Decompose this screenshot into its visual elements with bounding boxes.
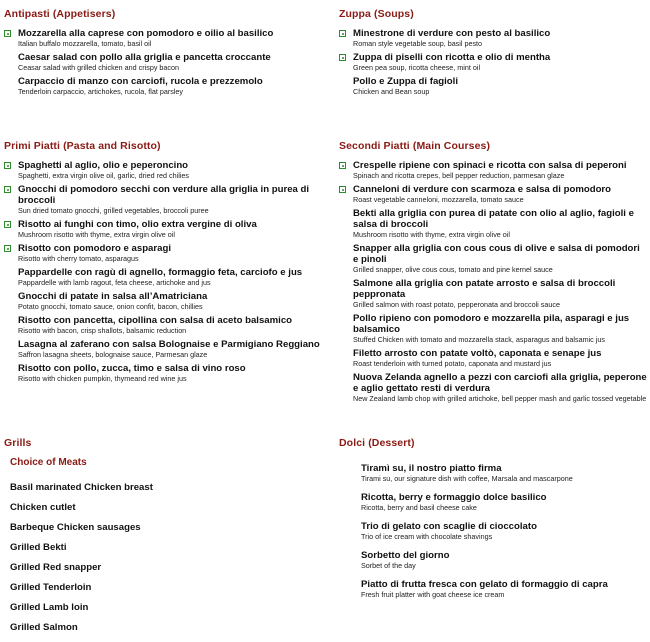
grill-item: Grilled Tenderloin [10, 582, 92, 593]
menu-item [339, 372, 647, 403]
menu-item [339, 184, 647, 204]
dish-description: Roast tenderloin with turned potato, caponata and mustard jus [353, 359, 552, 368]
antipasti-section [4, 8, 324, 100]
section-title: Antipasti (Appetisers) [4, 8, 116, 20]
dish-name: Ricotta, berry e formaggio dolce basilico [361, 492, 547, 503]
menu-item [4, 291, 329, 311]
menu-item [339, 208, 647, 239]
dish-description: Sun dried tomato gnocchi, grilled vegetables, broccoli puree [18, 206, 209, 215]
dish-name: Snapper alla griglia con cous cous di olive e salsa di pomodori e pinoli [353, 243, 640, 265]
menu-item [4, 363, 329, 383]
dish-name: Pollo e Zuppa di fagioli [353, 76, 458, 87]
menu-list [339, 28, 644, 96]
dish-description: Roman style vegetable soup, basil pesto [353, 39, 483, 48]
veg-marker-icon [339, 162, 346, 169]
section-title: Zuppa (Soups) [339, 8, 414, 20]
dish-name: Minestrone di verdure con pesto al basilico [353, 28, 551, 39]
dish-description: Fresh fruit platter with goat cheese ice cream [361, 590, 505, 599]
grill-item: Chicken cutlet [10, 502, 76, 513]
dish-name: Crespelle ripiene con spinaci e ricotta con salsa di peperoni [353, 160, 627, 171]
dish-name: Pollo ripieno con pomodoro e mozzarella pila, asparagi e jus balsamico [353, 313, 630, 335]
menu-item [339, 313, 647, 344]
dish-description: Potato gnocchi, tomato sauce, onion confit, bacon, chillies [18, 302, 203, 311]
menu-item [4, 28, 324, 48]
menu-item [4, 339, 329, 359]
grill-list [4, 482, 324, 633]
section-title: Dolci (Dessert) [339, 437, 415, 449]
menu-item [347, 521, 644, 541]
veg-marker-icon [4, 221, 11, 228]
menu-item [339, 28, 644, 48]
dish-name: Caesar salad con pollo alla griglia e pancetta croccante [18, 52, 271, 63]
dish-description: Mushroom risotto with thyme, extra virgin olive oil [353, 230, 510, 239]
dish-description: Pappardelle with lamb ragout, feta cheese, artichoke and jus [18, 278, 211, 287]
menu-item [339, 278, 647, 309]
menu-item [4, 184, 329, 215]
dish-name: Canneloni di verdure con scarmoza e salsa di pomodoro [353, 184, 612, 195]
grills-section [4, 437, 324, 642]
dish-description: Risotto with cherry tomato, asparagus [18, 254, 139, 263]
dish-description: Risotto with chicken pumpkin, thymeand red wine jus [18, 374, 187, 383]
menu-list [4, 28, 324, 96]
dish-description: Sorbet of the day [361, 561, 416, 570]
dish-name: Tiramì su, il nostro piatto firma [361, 463, 502, 474]
dish-name: Nuova Zelanda agnello a pezzi con carciofi alla griglia, peperone e aglio gettato resti di verdura [353, 372, 647, 394]
menu-item [347, 463, 644, 483]
veg-marker-icon [4, 30, 11, 37]
dish-description: New Zealand lamb chop with grilled artichoke, bell pepper mash and garlic tossed vegetable [353, 394, 647, 403]
dish-description: Italian buffalo mozzarella, tomato, basil oil [18, 39, 152, 48]
dish-name: Gnocchi di patate in salsa all’Amatriciana [18, 291, 208, 302]
section-title: Grills [4, 437, 32, 449]
dish-name: Bekti alla griglia con purea di patate con olio al aglio, fagioli e salsa di broccoli [353, 208, 634, 230]
grill-item: Grilled Bekti [10, 542, 67, 553]
menu-item [347, 550, 644, 570]
dish-description: Tenderloin carpaccio, artichokes, rucola, flat parsley [18, 87, 183, 96]
dish-name: Gnocchi di pomodoro secchi con verdure alla griglia in purea di broccoli [18, 184, 310, 206]
veg-marker-icon [4, 186, 11, 193]
menu-list [339, 463, 644, 599]
veg-marker-icon [339, 54, 346, 61]
dish-name: Filetto arrosto con patate voltò, caponata e senape jus [353, 348, 602, 359]
section-title: Primi Piatti (Pasta and Risotto) [4, 140, 161, 152]
menu-item [4, 160, 329, 180]
secondi-section [339, 140, 647, 407]
dish-name: Trio di gelato con scaglie di cioccolato [361, 521, 537, 532]
menu-list [4, 160, 329, 383]
zuppa-section [339, 8, 644, 100]
dish-description: Chicken and Bean soup [353, 87, 430, 96]
dish-name: Spaghetti al aglio, olio e peperoncino [18, 160, 189, 171]
veg-marker-icon [339, 30, 346, 37]
menu-item [4, 52, 324, 72]
menu-item [339, 160, 647, 180]
dish-name: Sorbetto del giorno [361, 550, 450, 561]
grill-item: Barbeque Chicken sausages [10, 522, 141, 533]
menu-item [4, 243, 329, 263]
dish-description: Grilled snapper, olive cous cous, tomato and pine kernel sauce [353, 265, 553, 274]
veg-marker-icon [4, 162, 11, 169]
menu-item [347, 492, 644, 512]
menu-item [4, 219, 329, 239]
subsection-title: Choice of Meats [10, 457, 87, 468]
menu-item [339, 243, 647, 274]
dish-description: Mushroom risotto with thyme, extra virgin olive oil [18, 230, 175, 239]
dish-name: Salmone alla griglia con patate arrosto e salsa di broccoli peppronata [353, 278, 616, 300]
dish-name: Risotto con pancetta, cipollina con salsa di aceto balsamico [18, 315, 293, 326]
dish-name: Pappardelle con ragù di agnello, formaggio feta, carciofo e jus [18, 267, 303, 278]
dish-name: Piatto di frutta fresca con gelato di formaggio di capra [361, 579, 608, 590]
dish-name: Carpaccio di manzo con carciofi, rucola e prezzemolo [18, 76, 263, 87]
menu-item [4, 315, 329, 335]
menu-item [339, 76, 644, 96]
dish-name: Risotto ai funghi con timo, olio extra vergine di oliva [18, 219, 257, 230]
dish-description: Ceasar salad with grilled chicken and crispy bacon [18, 63, 180, 72]
dish-name: Risotto con pollo, zucca, timo e salsa di vino roso [18, 363, 246, 374]
dish-description: Trio of ice cream with chocolate shavings [361, 532, 493, 541]
dish-name: Zuppa di piselli con ricotta e olio di mentha [353, 52, 551, 63]
dish-description: Spinach and ricotta crepes, bell pepper reduction, parmesan glaze [353, 171, 565, 180]
veg-marker-icon [4, 245, 11, 252]
menu-item [339, 348, 647, 368]
dish-name: Mozzarella alla caprese con pomodoro e oilio al basilico [18, 28, 274, 39]
grill-item: Grilled Salmon [10, 622, 78, 633]
dish-description: Stuffed Chicken with tomato and mozzarella stack, asparagus and balsamic jus [353, 335, 605, 344]
menu-item [4, 76, 324, 96]
veg-marker-icon [339, 186, 346, 193]
grill-item: Grilled Lamb loin [10, 602, 89, 613]
dish-description: Saffron lasagna sheets, bolognaise sauce, Parmesan glaze [18, 350, 208, 359]
dish-name: Risotto con pomodoro e asparagi [18, 243, 171, 254]
menu-list [339, 160, 647, 403]
dish-description: Tirami su, our signature dish with coffee, Marsala and mascarpone [361, 474, 573, 483]
grill-item: Basil marinated Chicken breast [10, 482, 153, 493]
dolci-section [339, 437, 644, 608]
menu-item [339, 52, 644, 72]
dish-description: Ricotta, berry and basil cheese cake [361, 503, 477, 512]
menu-item [4, 267, 329, 287]
dish-name: Lasagna al zaferano con salsa Bolognaise e Parmigiano Reggiano [18, 339, 320, 350]
dish-description: Risotto with bacon, crisp shallots, balsamic reduction [18, 326, 187, 335]
dish-description: Grilled salmon with roast potato, pepperonata and broccoli sauce [353, 300, 560, 309]
dish-description: Spaghetti, extra virgin olive oil, garlic, dried red chilies [18, 171, 189, 180]
menu-item [347, 579, 644, 599]
grill-item: Grilled Red snapper [10, 562, 102, 573]
dish-description: Roast vegetable canneloni, mozzarella, tomato sauce [353, 195, 524, 204]
section-title: Secondi Piatti (Main Courses) [339, 140, 491, 152]
primi-section [4, 140, 329, 387]
dish-description: Green pea soup, ricotta cheese, mint oil [353, 63, 481, 72]
